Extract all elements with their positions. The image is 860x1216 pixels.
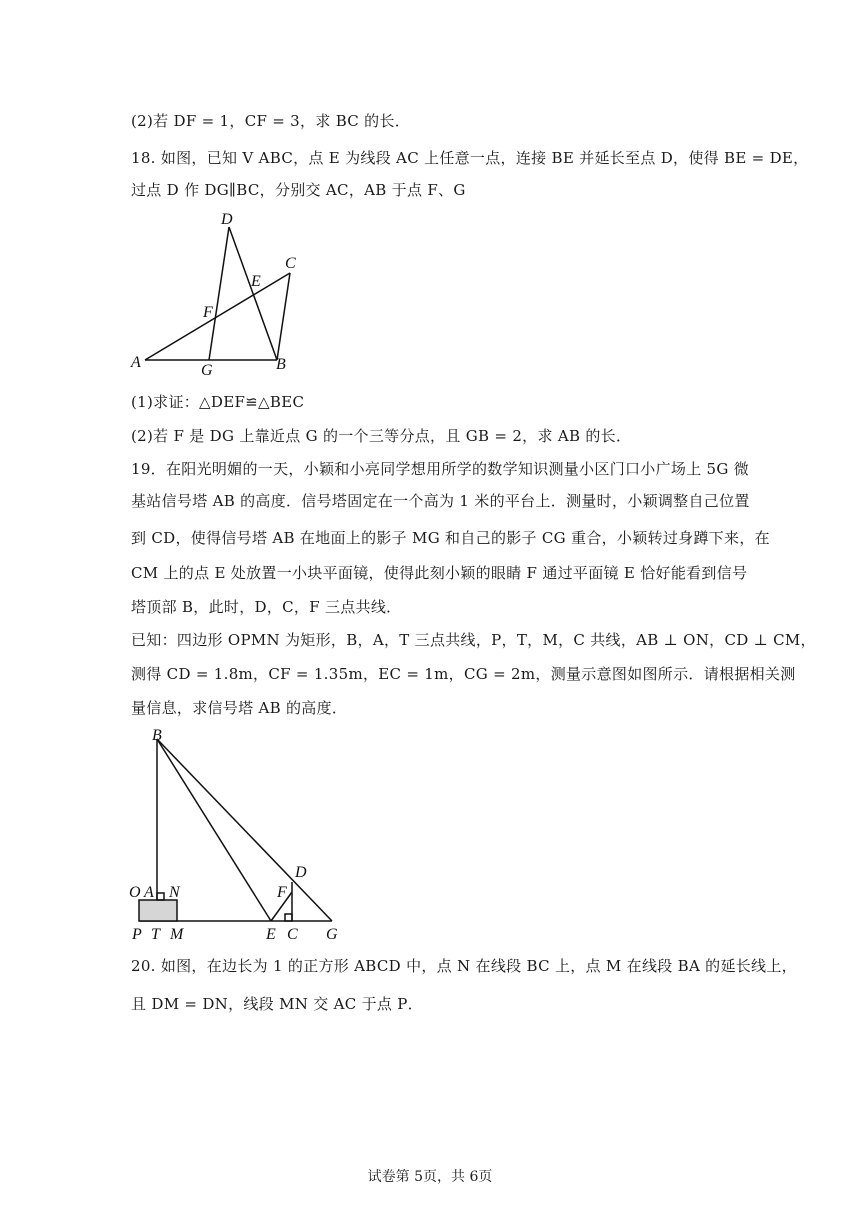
label-point-m: M [170, 926, 184, 943]
line-q19-7: 测得 CD = 1.8m，CF = 1.35m，EC = 1m，CG = 2m，测量示意图如图所示．请根据相关测 [131, 665, 796, 683]
label-point-c: C [287, 926, 298, 943]
label-point-a: A [131, 354, 141, 371]
label-point-t: T [151, 926, 160, 943]
segment-bc [277, 273, 290, 360]
label-point-n: N [169, 884, 180, 901]
line-q20-2: 且 DM = DN，线段 MN 交 AC 于点 P． [131, 995, 423, 1013]
label-point-f: F [277, 884, 287, 901]
line-q19-1: 19．在阳光明媚的一天，小颖和小亮同学想用所学的数学知识测量小区门口小广场上 5G 微 [131, 460, 750, 478]
label-point-p: P [132, 926, 142, 943]
label-point-d: D [221, 211, 233, 228]
figure-triangle-abc [125, 205, 315, 380]
platform [139, 900, 177, 921]
right-angle-c [285, 914, 292, 921]
label-point-g: G [326, 926, 338, 943]
right-angle-a [157, 893, 164, 900]
segment-ac [145, 273, 290, 360]
line-q18-intro-2: 过点 D 作 DG∥BC，分别交 AC，AB 于点 F、G [131, 181, 466, 199]
label-point-g: G [201, 362, 213, 379]
label-point-a: A [144, 884, 154, 901]
label-point-b: B [152, 727, 162, 744]
line-q19-8: 量信息，求信号塔 AB 的高度． [131, 699, 348, 717]
line-q19-4: CM 上的点 E 处放置一小块平面镜，使得此刻小颖的眼睛 F 通过平面镜 E 恰好能看到信号 [131, 564, 748, 582]
label-point-f: F [203, 304, 213, 321]
segment-bd [229, 227, 277, 360]
label-point-c: C [285, 255, 296, 272]
line-q19-5: 塔顶部 B，此时，D，C，F 三点共线． [131, 598, 402, 616]
line-q18-part1: (1)求证：△DEF≌△BEC [131, 393, 305, 411]
label-point-o: O [129, 884, 141, 901]
label-point-e: E [266, 926, 276, 943]
page-footer: 试卷第 5页，共 6页 [367, 1169, 493, 1185]
line-q18-part2: (2)若 F 是 DG 上靠近点 G 的一个三等分点，且 GB = 2，求 AB 的长． [131, 427, 632, 445]
label-point-e: E [251, 273, 261, 290]
segment-dg [209, 227, 229, 360]
line-q18-intro: 18. 如图，已知 V ABC，点 E 为线段 AC 上任意一点，连接 BE 并延长至点 D，使得 BE = DE， [131, 149, 809, 167]
line-q20-1: 20. 如图，在边长为 1 的正方形 ABCD 中，点 N 在线段 BC 上，点 M 在线段 BA 的延长线上， [131, 957, 797, 975]
line-q19-3: 到 CD，使得信号塔 AB 在地面上的影子 MG 和自己的影子 CG 重合，小颖转过身蹲下来，在 [131, 529, 770, 547]
line-q17-part2: (2)若 DF = 1，CF = 3，求 BC 的长． [131, 112, 411, 130]
line-q19-6: 已知：四边形 OPMN 为矩形，B，A，T 三点共线，P，T，M，C 共线，AB ⊥ ON，CD ⊥ CM， [131, 631, 816, 649]
label-point-d: D [295, 864, 307, 881]
segment-bg [157, 739, 332, 921]
line-q19-2: 基站信号塔 AB 的高度．信号塔固定在一个高为 1 米的平台上．测量时，小颖调整自己位置 [131, 492, 750, 510]
label-point-b: B [276, 356, 286, 373]
figure-signal-tower [125, 725, 350, 945]
